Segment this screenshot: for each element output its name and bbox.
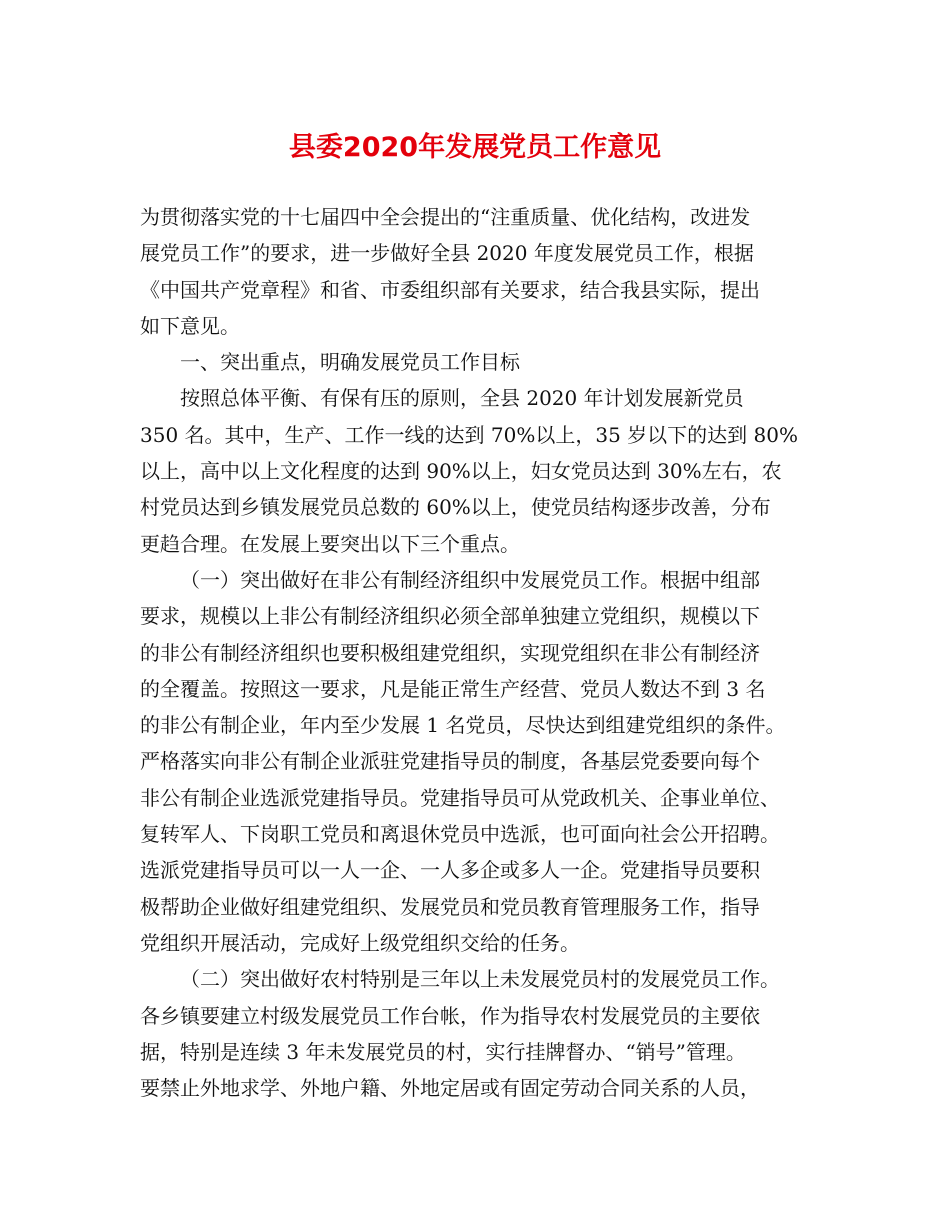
text-line: 严格落实向非公有制企业派驻党建指导员的制度，各基层党委要向每个: [140, 749, 760, 774]
text-line: 更趋合理。在发展上要突出以下三个重点。: [140, 531, 520, 556]
text-line: 极帮助企业做好组建党组织、发展党员和党员教育管理服务工作，指导: [140, 894, 760, 919]
text-line: 《中国共产党章程》和省、市委组织部有关要求，结合我县实际，提出: [140, 277, 760, 302]
text-line: （二）突出做好农村特别是三年以上未发展党员村的发展党员工作。: [180, 967, 780, 992]
text-line: 的全覆盖。按照这一要求，凡是能正常生产经营、党员人数达不到 3 名: [140, 676, 766, 701]
text-line: 的非公有制经济组织也要积极组建党组织，实现党组织在非公有制经济: [140, 640, 760, 665]
text-line: 党组织开展活动，完成好上级党组织交给的任务。: [140, 930, 580, 955]
text-line: 如下意见。: [140, 313, 240, 338]
text-line: 350 名。其中，生产、工作一线的达到 70%以上，35 岁以下的达到 80%: [140, 422, 798, 447]
text-line: 各乡镇要建立村级发展党员工作台帐，作为指导农村发展党员的主要依: [140, 1003, 760, 1028]
text-line: 一、突出重点，明确发展党员工作目标: [180, 350, 520, 375]
document-body: [140, 199, 820, 1106]
text-line: 展党员工作”的要求，进一步做好全县 2020 年度发展党员工作，根据: [140, 241, 754, 266]
text-line: 的非公有制企业，年内至少发展 1 名党员，尽快达到组建党组织的条件。: [140, 713, 786, 738]
text-line: 据，特别是连续 3 年未发展党员的村，实行挂牌督办、“销号”管理。: [140, 1039, 746, 1064]
text-line: 为贯彻落实党的十七届四中全会提出的“注重质量、优化结构，改进发: [140, 205, 751, 229]
text-line: 以上，高中以上文化程度的达到 90%以上，妇女党员达到 30%左右，农: [140, 459, 782, 484]
text-line: （一）突出做好在非公有制经济组织中发展党员工作。根据中组部: [180, 567, 760, 592]
text-line: 按照总体平衡、有保有压的原则，全县 2020 年计划发展新党员: [180, 386, 744, 411]
document-title: 县委2020年发展党员工作意见: [288, 132, 662, 163]
text-line: 要禁止外地求学、外地户籍、外地定居或有固定劳动合同关系的人员，: [140, 1076, 760, 1101]
text-line: 村党员达到乡镇发展党员总数的 60%以上，使党员结构逐步改善，分布: [140, 495, 771, 520]
text-line: 非公有制企业选派党建指导员。党建指导员可从党政机关、企事业单位、: [140, 785, 780, 810]
text-line: 选派党建指导员可以一人一企、一人多企或多人一企。党建指导员要积: [140, 858, 760, 883]
text-line: 要求，规模以上非公有制经济组织必须全部单独建立党组织，规模以下: [140, 604, 760, 629]
text-line: 复转军人、下岗职工党员和离退休党员中选派，也可面向社会公开招聘。: [140, 822, 780, 847]
